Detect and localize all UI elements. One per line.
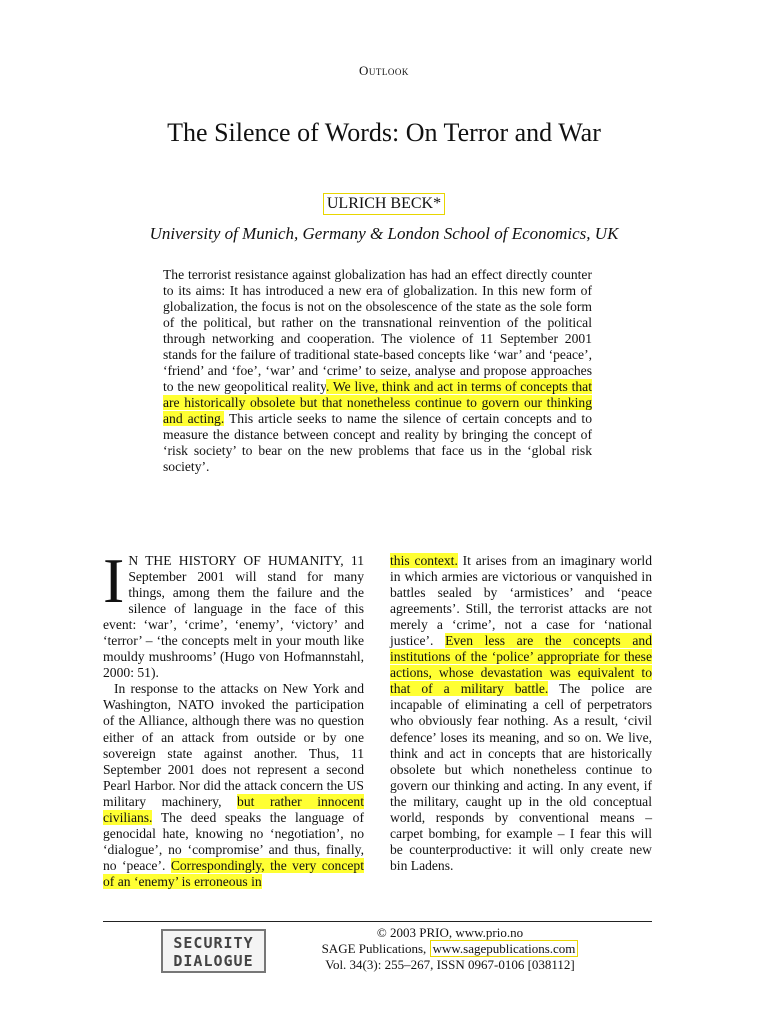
author-affiliation: University of Munich, Germany & London School of Economics, UK <box>149 224 619 243</box>
drop-cap: I <box>103 545 125 616</box>
abstract-highlight: . We live, think and act in terms of concepts that are historically obsolete but that nonetheless continue to govern our thinking and acting. <box>163 379 592 426</box>
footer-rule <box>103 921 652 922</box>
copyright-line: © 2003 PRIO, www.prio.no <box>376 925 524 940</box>
body-highlight-2a: Correspondingly, the very concept of an ‘enemy’ is erroneous in <box>103 857 364 889</box>
body-text-d: The police are incapable of eliminating a cell of perpetrators who obviously fear nothing. As a result, ‘civil defence’ loses its meaning, and so on. We live, think and act in concepts that are historically obsolete but which nonetheless continue to govern our thinking and acting. In any event, if the military, caught up in the old conceptual world, responds by conventional means – carpet bombing, for example – I fear this will be counterproductive: it will only create new bin Ladens. <box>390 681 652 873</box>
body-highlight-3: Even less are the concepts and institutions of the ‘police’ appropriate for these actions, whose devastation was equivalent to that of a military battle. <box>390 633 652 697</box>
body-column-right <box>390 553 652 874</box>
body-column-left <box>103 545 365 890</box>
body-text-c: It arises from an imaginary world in which armies are victorious or vanquished in battles sealed by ‘armistices’ and ‘peace agreements’. Still, the terrorist attacks are not merely a ‘crime’, not a case for ‘national justice’. <box>390 553 652 649</box>
body-paragraph-2-cont <box>390 553 652 874</box>
abstract <box>163 267 592 475</box>
article-title: The Silence of Words: On Terror and War <box>167 118 601 147</box>
author-name[interactable]: ULRICH BECK* <box>323 193 445 215</box>
author-line <box>0 193 768 215</box>
body-highlight-1: but rather innocent civilians. <box>103 793 365 825</box>
abstract-text-end: This article seeks to name the silence of certain concepts and to measure the distance between concept and reality by bringing the concept of ‘risk society’ to bear on the new problems that face us in the ‘global risk society’. <box>163 411 593 474</box>
publication-info <box>290 925 610 973</box>
body-paragraph-2 <box>103 681 364 890</box>
body-highlight-2b: this context. <box>390 553 458 568</box>
body-text-a: In response to the attacks on New York and Washington, NATO invoked the participation of the Alliance, although there was no question either of an attack from outside or by one sovereign state against another. Thus, 11 September 2001 does not represent a second Pearl Harbor. Nor did the attack concern the US military machinery, <box>103 681 364 809</box>
volume-line: Vol. 34(3): 255–267, ISSN 0967-0106 [038112] <box>325 957 575 972</box>
logo-line-2: DIALOGUE <box>173 952 254 970</box>
abstract-text: The terrorist resistance against globalization has had an effect directly counter to its aims: It has introduced a new era of globalization. In this new form of globalization, the focus is not on the obsolescence of the state as the sole form of the political, but rather on the transnational reinvention of the political through networking and cooperation. The violence of 11 September 2001 stands for the failure of traditional state-based concepts like ‘war’ and ‘peace’, ‘friend’ and ‘foe’, ‘war’ and ‘crime’ to seize, analyse and propose approaches to the new geopolitical reality <box>163 267 592 394</box>
publisher-link[interactable]: www.sagepublications.com <box>430 940 579 957</box>
publisher-line <box>290 941 610 957</box>
body-paragraph-1 <box>103 545 364 681</box>
security-dialogue-logo <box>161 929 266 973</box>
body-text-b: The deed speaks the language of genocidal hate, knowing no ‘negotiation’, no ‘dialogue’, no ‘compromise’ and thus, finally, no ‘peace’. <box>103 809 364 873</box>
body-paragraph-1-text: N THE HISTORY OF HUMANITY, 11 September 2001 will stand for many things, among them the failure and the silence of language in the face of this event: ‘war’, ‘crime’, ‘enemy’, ‘victory’ and ‘terror’ – ‘the concepts melt in your mouth like mouldy mushrooms’ (Hugo von Hofmannstahl, 2000: 51). <box>103 553 364 681</box>
publisher-name: SAGE Publications, <box>321 941 427 956</box>
logo-line-1: SECURITY <box>173 934 254 952</box>
section-label: Outlook <box>359 63 409 78</box>
